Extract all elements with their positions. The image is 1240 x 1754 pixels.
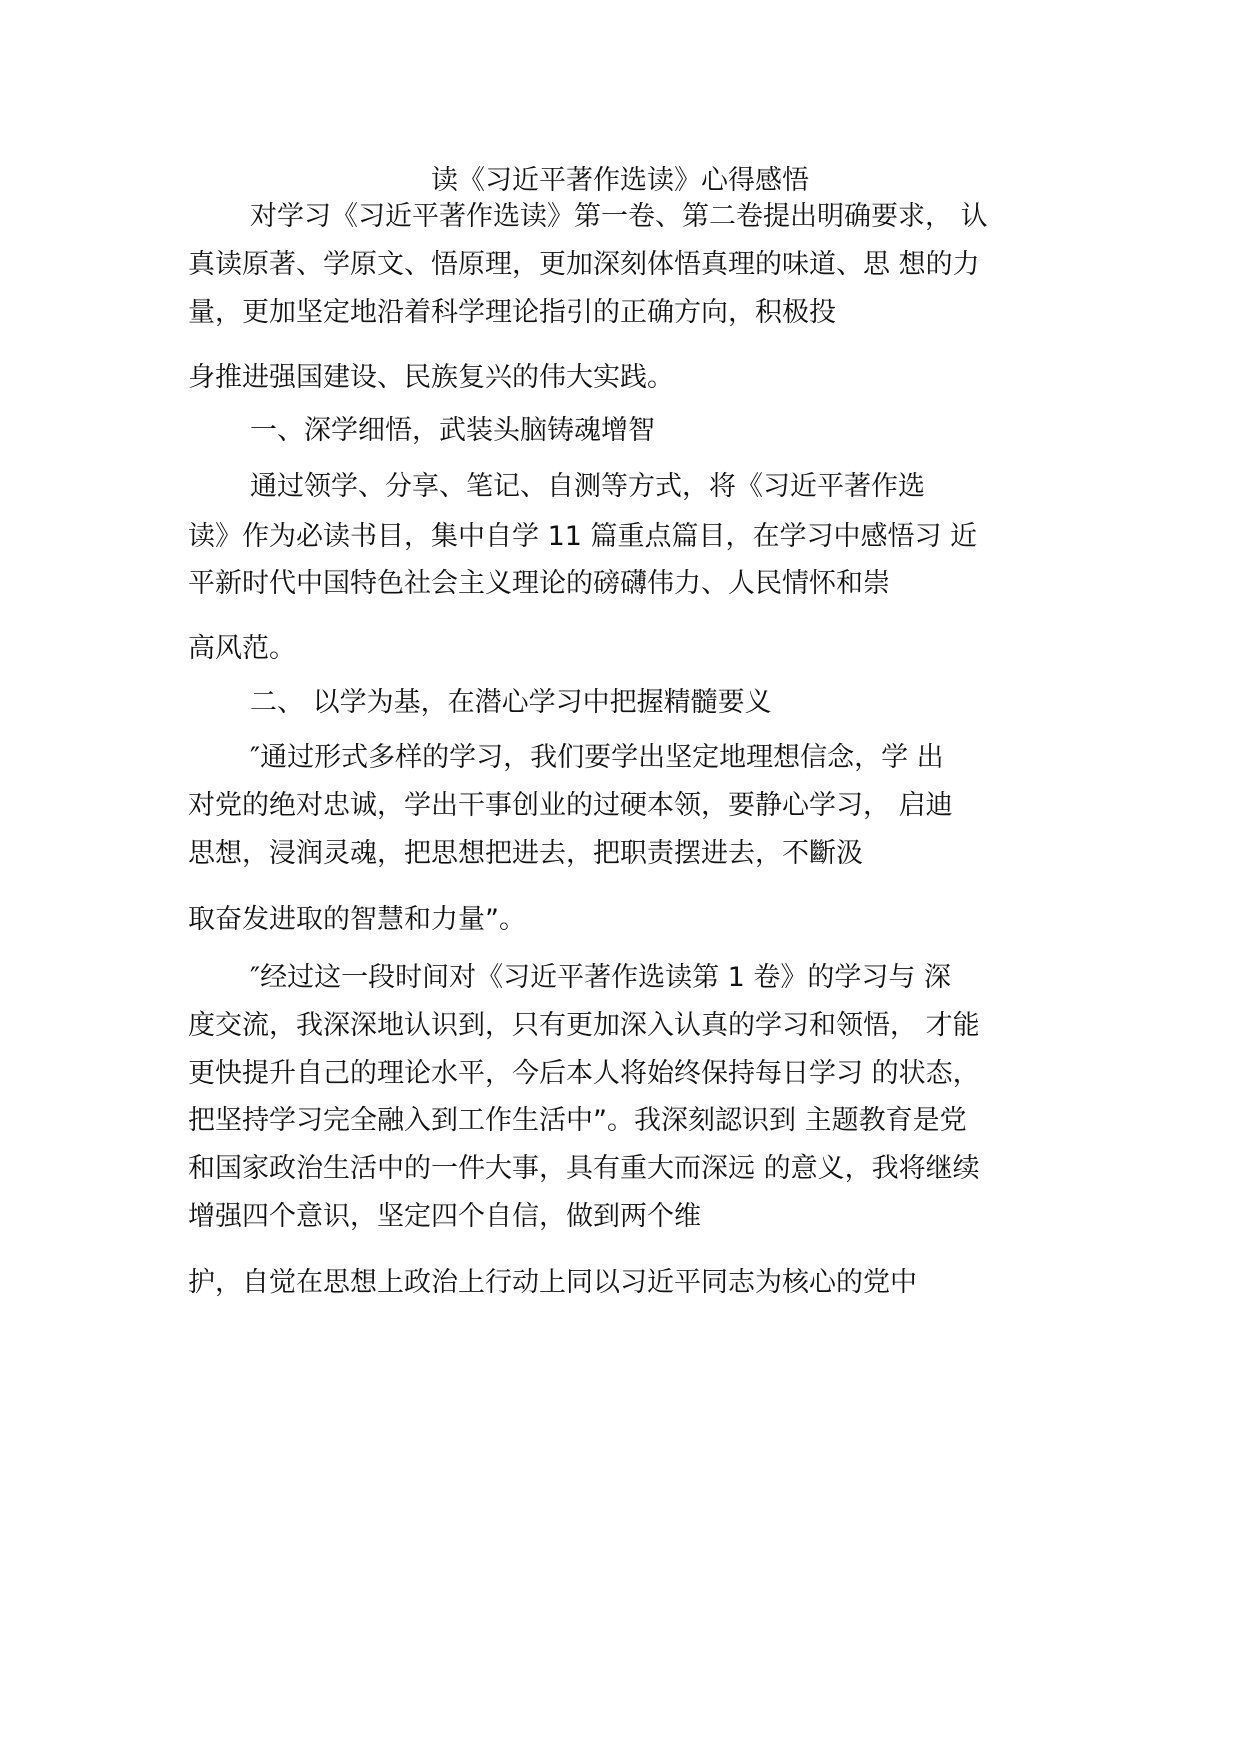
paragraph-line: 取奋发进取的智慧和力量”。 — [188, 904, 526, 935]
document-title: 读《习近平著作选读》心得感悟 — [431, 165, 809, 196]
paragraph-line: 和国家政治生活中的一件大事，具有重大而深远 的意义，我将继续 — [188, 1153, 980, 1184]
paragraph-line: 对党的绝对忠诚，学出干事创业的过硬本领，要静心学习， 启迪 — [188, 790, 953, 821]
paragraph-line: 高风范。 — [188, 633, 296, 664]
paragraph-line: 更快提升自己的理论水平，今后本人将始终保持每日学习 的状态， — [188, 1058, 980, 1089]
paragraph-line: ″通过形式多样的学习，我们要学出坚定地理想信念，学 出 — [250, 742, 944, 773]
paragraph-line: 量，更加坚定地沿着科学理论指引的正确方向，积极投 — [188, 297, 836, 328]
paragraph-line: 读》作为必读书目，集中自学 11 篇重点篇目，在学习中感悟习 近 — [188, 521, 978, 552]
paragraph-line: 平新时代中国特色社会主义理论的磅礴伟力、人民情怀和崇 — [188, 568, 890, 599]
paragraph-line: 通过领学、分享、笔记、自测等方式，将《习近平著作选 — [250, 471, 925, 502]
section-heading: 二、 以学为基，在潜心学习中把握精髓要义 — [250, 687, 772, 718]
paragraph-line: ″经过这一段时间对《习近平著作选读第 1 卷》的学习与 深 — [250, 962, 952, 993]
paragraph-line: 度交流，我深深地认识到，只有更加深入认真的学习和领悟， 才能 — [188, 1010, 980, 1041]
paragraph-line: 真读原著、学原文、悟原理，更加深刻体悟真理的味道、思 想的力 — [188, 249, 980, 280]
paragraph-line: 对学习《习近平著作选读》第一卷、第二卷提出明确要求， 认 — [250, 201, 988, 232]
paragraph-line: 身推进强国建设、民族复兴的伟大实践。 — [188, 362, 674, 393]
paragraph-line: 思想，浸润灵魂，把思想把进去，把职责摆进去，不斷汲 — [188, 838, 863, 869]
paragraph-line: 护，自觉在思想上政治上行动上同以习近平同志为核心的党中 — [188, 1267, 917, 1298]
section-heading: 一、深学细悟，武装头脑铸魂增智 — [250, 415, 655, 446]
paragraph-line: 把坚持学习完全融入到工作生活中”。我深刻認识到 主题教育是党 — [188, 1105, 967, 1136]
paragraph-line: 增强四个意识，坚定四个自信，做到两个维 — [188, 1201, 701, 1232]
